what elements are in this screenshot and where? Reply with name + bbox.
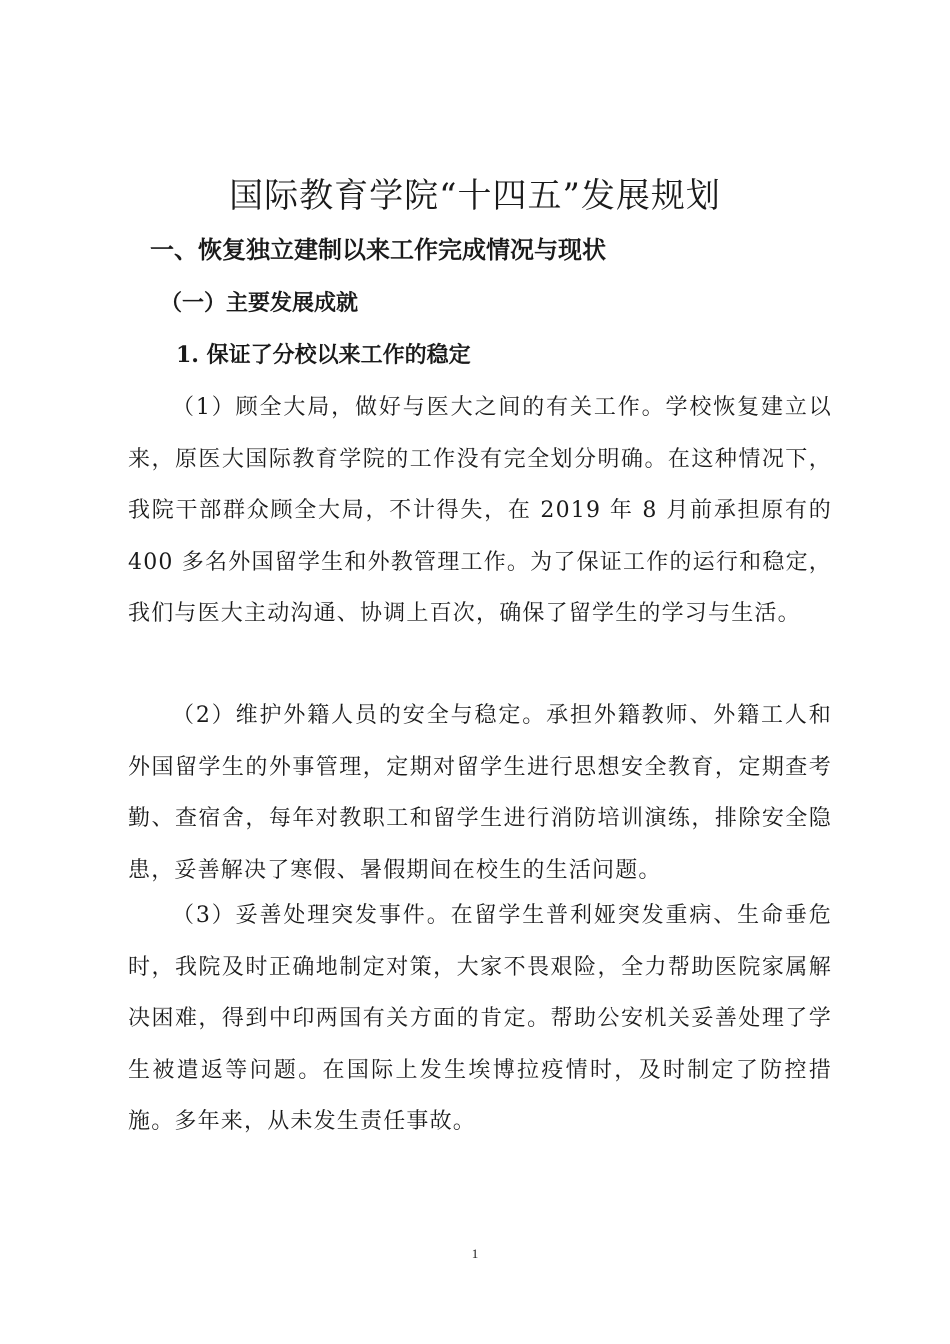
paragraph-1: （1）顾全大局，做好与医大之间的有关工作。学校恢复建立以来，原医大国际教育学院的工作没有完全划分明确。在这种情况下，我院干部群众顾全大局，不计得失，在 2019 年 8 月前承担原有的 400 多名外国留学生和外教管理工作。为了保证工作的运行和稳定，我们与医大主动沟通、协调上百次，确保了留学生的学习与生活。 [128, 395, 832, 626]
page-number: 1 [471, 1246, 479, 1261]
document-title: 国际教育学院“十四五”发展规划 [229, 176, 721, 216]
paragraph-3: （3）妥善处理突发事件。在留学生普利娅突发重病、生命垂危时，我院及时正确地制定对策，大家不畏艰险，全力帮助医院家属解决困难，得到中印两国有关方面的肯定。帮助公安机关妥善处理了学生被遣返等问题。在国际上发生埃博拉疫情时，及时制定了防控措施。多年来，从未发生责任事故。 [128, 903, 832, 1134]
subsection-heading: （一）主要发展成就 [160, 290, 359, 316]
paragraph-2: （2）维护外籍人员的安全与稳定。承担外籍教师、外籍工人和外国留学生的外事管理，定期对留学生进行思想安全教育，定期查考勤、查宿舍，每年对教职工和留学生进行消防培训演练，排除安全隐患，妥善解决了寒假、暑假期间在校生的生活问题。 [128, 703, 832, 883]
item-heading: 1. 保证了分校以来工作的稳定 [176, 342, 471, 368]
section-heading: 一、恢复独立建制以来工作完成情况与现状 [150, 236, 606, 264]
